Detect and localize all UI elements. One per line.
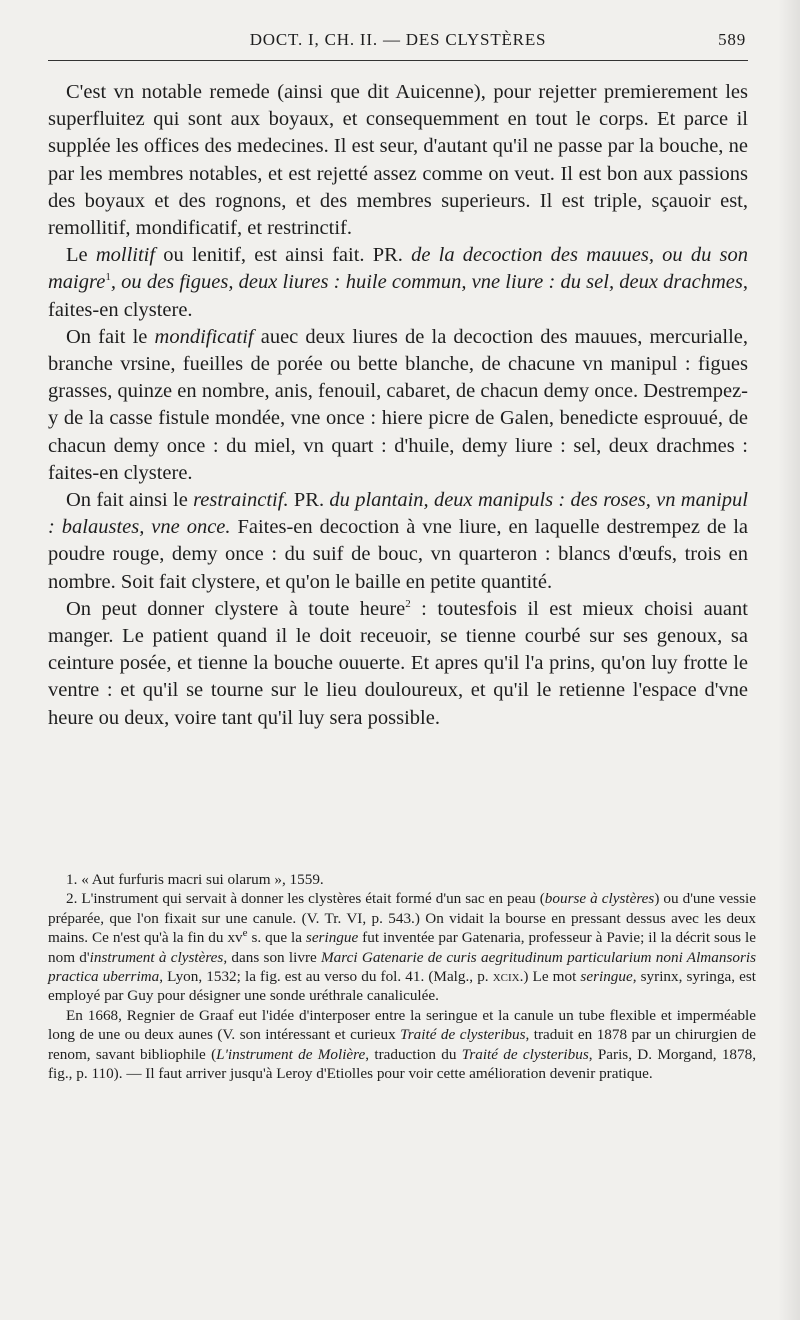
text-run: Faites-en decoction à vne liure, en laquelle destrempez de la poudre rouge, demy once : du suif de bouc, vn quarteron : blancs d'œufs, trois en nombre. Soit fait clystere, et qu'on le baille en petite quantité. <box>48 516 748 593</box>
main-text <box>48 79 748 732</box>
paragraph-mollitif <box>48 242 748 324</box>
roman-numeral: xcix <box>492 968 520 986</box>
italic-term: mollitif <box>95 244 156 267</box>
text-run: ou lenitif, est ainsi fait. PR. <box>155 244 412 267</box>
text-run: auec deux liures de la decoction des mauues, mercurialle, branche vrsine, fueilles de porée ou bette blanche, de chacune vn manipul : figues grasses, quinze en nombre, anis, fenouil, cabaret, de chacun demy once. Destrempez-y de la casse fistule mondée, vne once : hiere picre de Galen, benedicte esprouué, de chacun demy once : du miel, vn quart : d'huile, demy liure : sel, deux drachmes : faites-en clystere. <box>48 325 748 484</box>
text-run: s. que la <box>247 929 306 947</box>
italic-recipe: de la decoction des mauues, ou du son maigre <box>48 244 749 294</box>
text-run: fut inventée par Gatenaria, professeur à Pavie; il la décrit sous le nom d' <box>48 929 756 966</box>
paragraph-intro: C'est vn notable remede (ainsi que dit Auicenne), pour rejetter premierement les superfluitez qui sont aux boyaux, et consequemment en tout le corps. Et parce il supplée les offices des medecines. Il est seur, d'autant qu'il ne passe par la bouche, ne par les membres notables, et est rejetté assez comme on veut. Il est bon aux passions des boyaux et des rognons, et des membres superieurs. Il est triple, sçauoir est, remollitif, mondificatif, et restrinctif. <box>48 81 748 240</box>
italic-term: mondificatif <box>154 325 254 348</box>
text-run: ) ou d'une vessie préparée, que l'on fixait sur une canule. (V. Tr. VI, p. 543.) On vidait la bourse en pressant dessus avec les deux mains. Ce n'est qu'à la fin du xv <box>48 890 756 947</box>
footnote-1: 1. « Aut furfuris macri sui olarum », 1559. <box>66 871 324 888</box>
paragraph-mondificatif <box>48 324 748 487</box>
text-run: , dans son livre <box>223 948 322 966</box>
italic-term: seringue <box>305 929 359 947</box>
header-rule <box>48 60 748 61</box>
paragraph-restrainctif <box>48 487 748 596</box>
superscript: e <box>242 927 248 940</box>
running-header <box>48 30 748 54</box>
footnote-2-continued <box>48 1006 756 1084</box>
text-run: Le <box>66 244 96 267</box>
page-number: 589 <box>718 30 746 49</box>
italic-book-title: Traité de clysteribus <box>400 1026 526 1044</box>
text-run: , faites-en clystere. <box>48 271 748 321</box>
italic-term: instrument à clystères <box>89 948 224 966</box>
italic-term: bourse à clystères <box>544 890 655 908</box>
text-run: , traduit en 1878 par un chirurgien de renom, savant bibliophile ( <box>48 1026 757 1063</box>
paragraph-administration <box>48 596 748 732</box>
text-run: On fait ainsi le <box>66 489 194 512</box>
text-run: PR. <box>288 489 330 512</box>
italic-book-title: Traité de clysteribus <box>461 1045 589 1063</box>
text-run: En 1668, Regnier de Graaf eut l'idée d'interposer entre la seringue et la canule un tube flexible et imperméable long de une ou deux aunes (V. son intéressant et curieux <box>48 1006 756 1044</box>
text-run: , syrinx, syringa, est employé par Guy pour désigner une sonde uréthrale canaliculée. <box>48 968 756 1005</box>
footnote-ref-1[interactable]: 1 <box>105 271 111 284</box>
italic-term: seringue <box>580 968 633 986</box>
text-run: : toutesfois il est mieux choisi auant manger. Le patient quand il le doit receuoir, se tienne courbé sur ses genoux, sa ceinture posée, et tienne la bouche ouuerte. Et apres qu'il l'a prins, qu'on luy frotte le ventre : et qu'il se tourne sur le lieu douloureux, et qu'il le retienne l'espace d'vne heure ou deux, voire tant qu'il luy sera possible. <box>48 597 748 729</box>
text-run: .) Le mot <box>519 968 581 986</box>
footnote-ref-2[interactable]: 2 <box>405 598 411 611</box>
text-run: , Lyon, 1532; la fig. est au verso du fol. 41. (Malg., p. <box>159 968 493 986</box>
italic-term: restrainctif. <box>193 489 289 512</box>
footnotes <box>48 870 756 1083</box>
italic-recipe: , ou des figues, deux liures : huile commun, vne liure : du sel, deux drachmes <box>110 271 743 294</box>
italic-book-title: Marci Gatenarie de curis aegritudinum particularium noni Almansoris practica uberrima <box>48 948 756 986</box>
italic-book-title: L'instrument de Molière <box>216 1045 366 1063</box>
page-edge-shadow <box>778 0 800 1320</box>
text-run: 2. L'instrument qui servait à donner les clystères était formé d'un sac en peau ( <box>66 890 545 908</box>
footnote-2 <box>48 889 756 1005</box>
italic-recipe: du plantain, deux manipuls : des roses, vn manipul : balaustes, vne once. <box>48 489 748 539</box>
text-run: , traduction du <box>365 1045 462 1063</box>
running-title: DOCT. I, CH. II. — DES CLYSTÈRES <box>249 30 547 49</box>
text-run: On peut donner clystere à toute heure <box>66 597 406 620</box>
text-run: , Paris, D. Morgand, 1878, fig., p. 110). — Il faut arriver jusqu'à Leroy d'Etiolles pour voir cette amélioration devenir pratique. <box>48 1045 757 1083</box>
text-run: On fait le <box>66 325 155 348</box>
